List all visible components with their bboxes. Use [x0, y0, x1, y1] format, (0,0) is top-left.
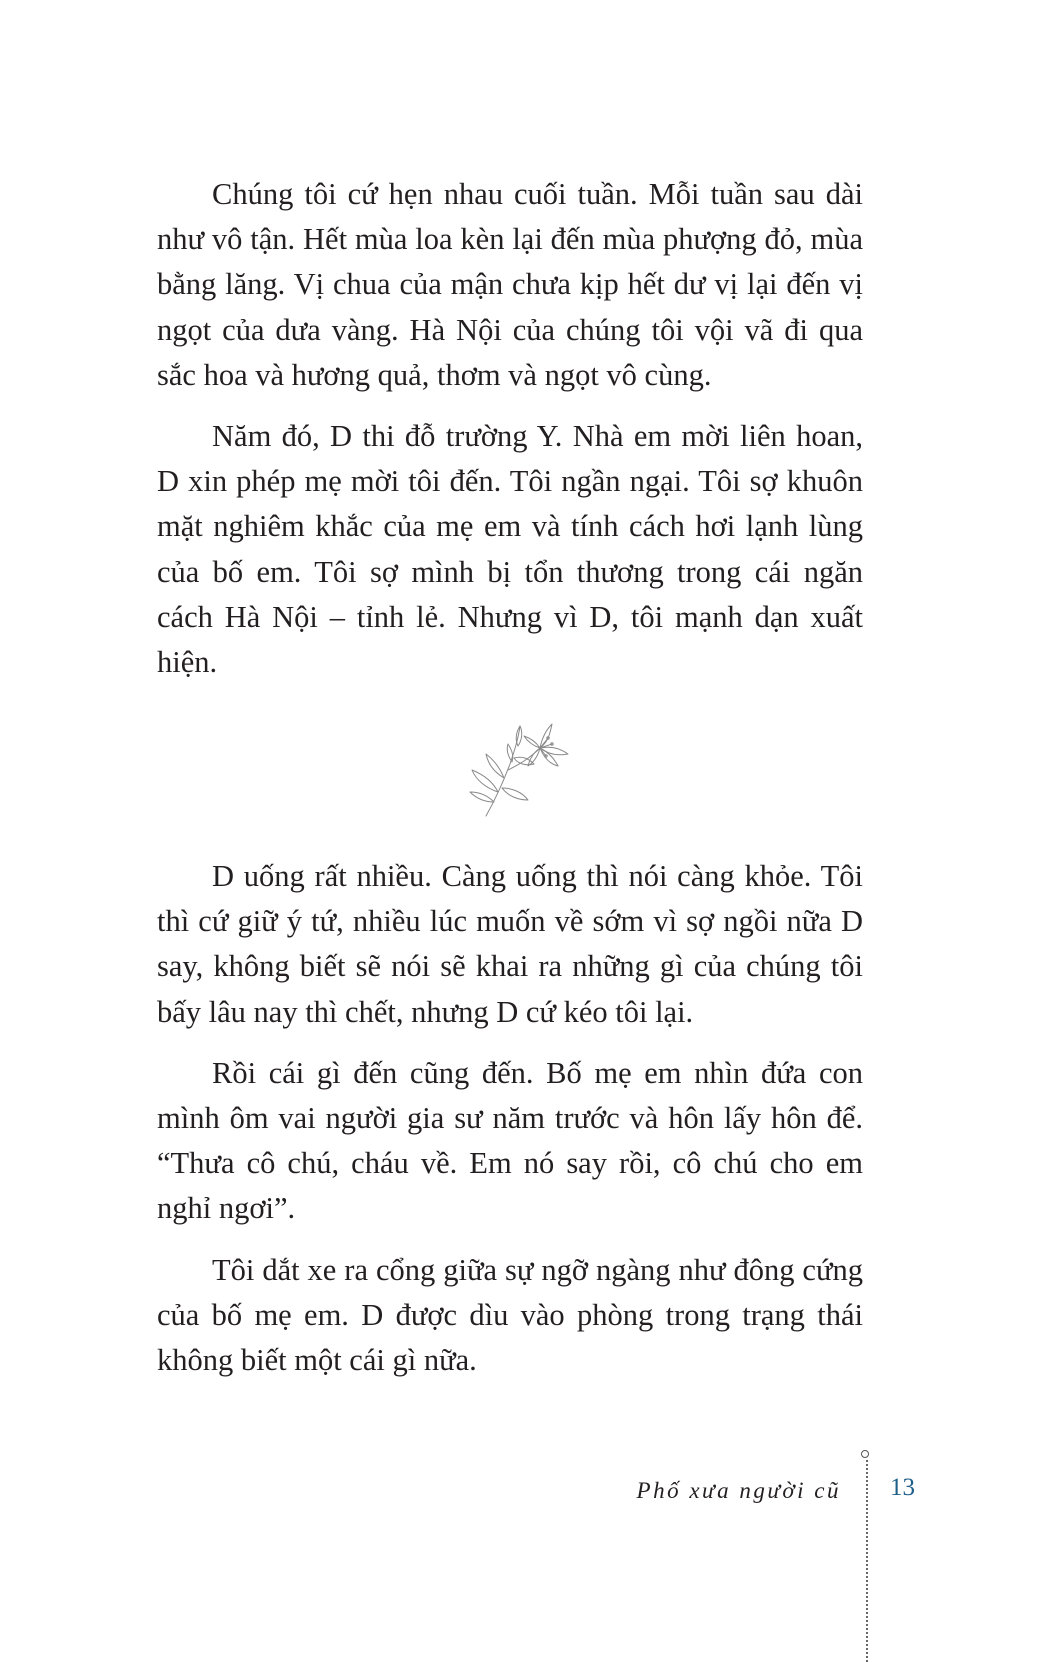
paragraph: Rồi cái gì đến cũng đến. Bố mẹ em nhìn đứa con mình ôm vai người gia sư năm trước và hôn lấy hôn để. “Thưa cô chú, cháu về. Em nó say rồi, cô chú cho em nghỉ ngơi”.	[157, 1055, 863, 1226]
lily-flower-icon	[468, 718, 578, 818]
paragraph: D uống rất nhiều. Càng uống thì nói càng khỏe. Tôi thì cứ giữ ý tứ, nhiều lúc muốn về sớm vì sợ ngồi nữa D say, không biết sẽ nói sẽ khai ra những gì của chúng tôi bấy lâu nay thì chết, nhưng D cứ kéo tôi lại.	[157, 859, 863, 1029]
paragraph: Năm đó, D thi đỗ trường Y. Nhà em mời liên hoan, D xin phép mẹ mời tôi đến. Tôi ngần ngại. Tôi sợ khuôn mặt nghiêm khắc của mẹ em và tính cách hơi lạnh lùng của bố em. Tôi sợ mình bị tổn thương trong cái ngăn cách Hà Nội – tỉnh lẻ. Nhưng vì D, tôi mạnh dạn xuất hiện.	[157, 419, 863, 680]
top-text-section	[157, 172, 863, 701]
paragraph: Tôi dắt xe ra cổng giữa sự ngỡ ngàng như đông cứng của bố mẹ em. D được dìu vào phòng trong trạng thái không biết một cái gì nữa.	[157, 1252, 863, 1378]
page-number: 13	[890, 1474, 915, 1501]
footer-dotted-divider	[866, 1460, 868, 1662]
running-footer-book-title: Phố xưa người cũ	[636, 1478, 841, 1503]
footer-ring-ornament	[861, 1450, 869, 1458]
paragraph: Chúng tôi cứ hẹn nhau cuối tuần. Mỗi tuần sau dài như vô tận. Hết mùa loa kèn lại đến mùa phượng đỏ, mùa bằng lăng. Vị chua của mận chưa kịp hết dư vị lại đến vị ngọt của dưa vàng. Hà Nội của chúng tôi vội vã đi qua sắc hoa và hương quả, thơm và ngọt vô cùng.	[157, 177, 863, 392]
bottom-text-section	[157, 854, 863, 1399]
